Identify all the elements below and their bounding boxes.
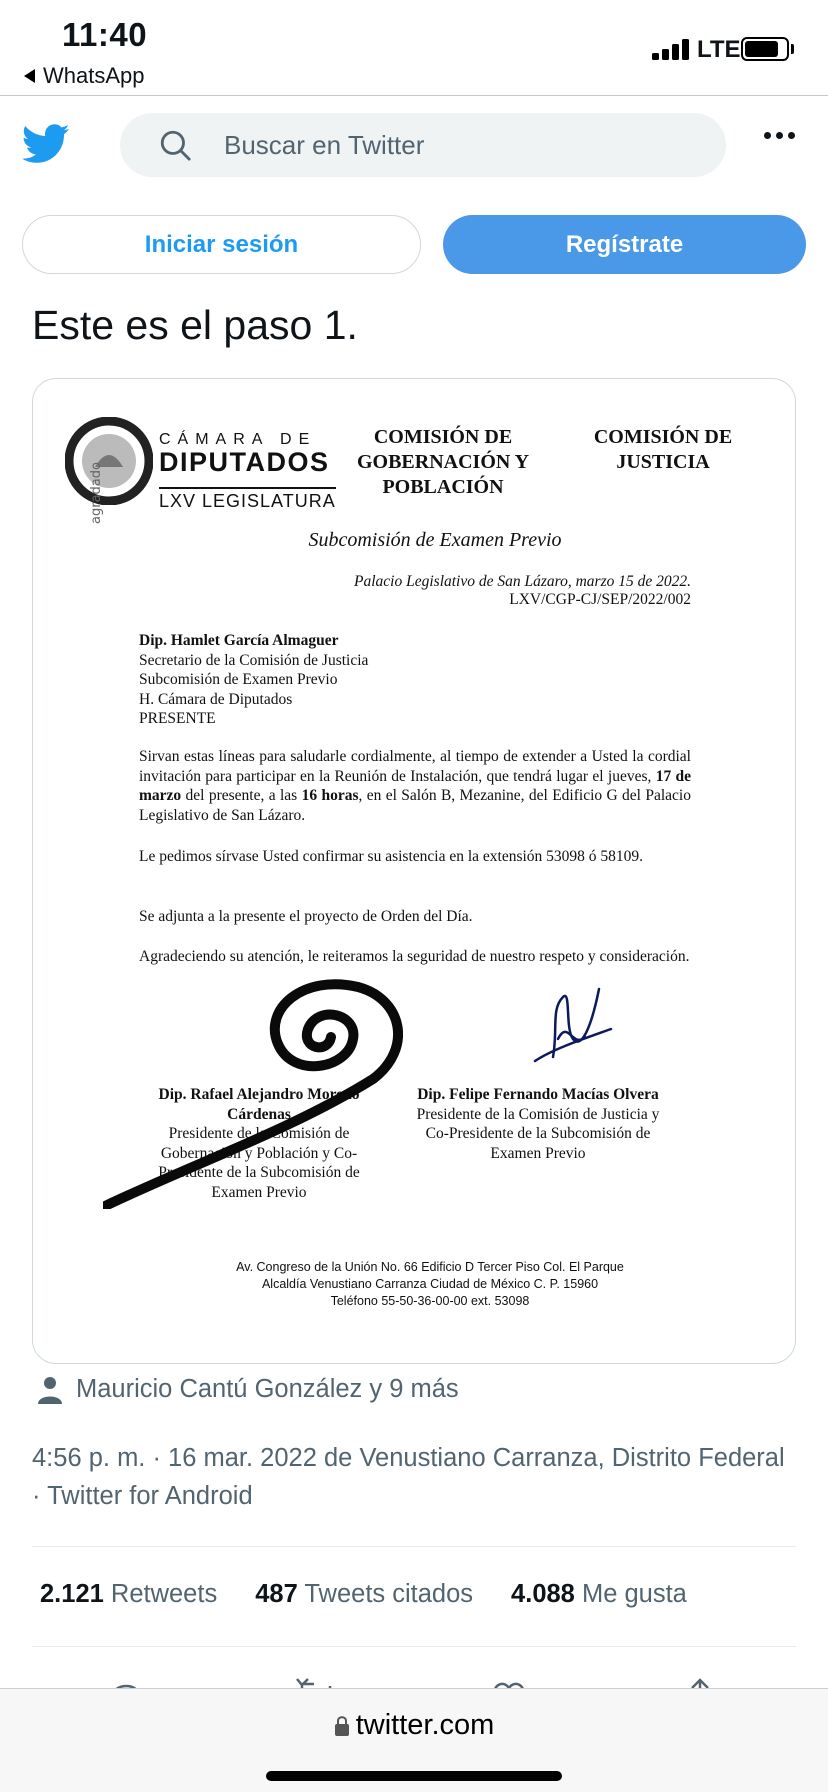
- search-bar[interactable]: [120, 113, 726, 177]
- handwritten-signature: [513, 979, 613, 1069]
- comision-justicia: COMISIÓN DE JUSTICIA: [593, 426, 733, 473]
- signer-name: Dip. Felipe Fernando Macías Olvera: [417, 1086, 659, 1103]
- person-icon: [38, 1376, 62, 1404]
- stat-likes[interactable]: 4.088 Me gusta: [511, 1580, 687, 1608]
- twitter-bird-icon[interactable]: [22, 124, 70, 164]
- footer-line: Av. Congreso de la Unión No. 66 Edificio D Tercer Piso Col. El Parque: [236, 1260, 624, 1274]
- back-triangle-icon: [24, 69, 35, 83]
- like-icon[interactable]: [490, 1676, 528, 1688]
- back-app-label: WhatsApp: [43, 63, 145, 88]
- camara-line1: CÁMARA DE: [159, 431, 317, 448]
- letter-paragraph-1: Sirvan estas líneas para saludarle cordialmente, al tiempo de extender a Usted la cordial invitación para participar en la Reunión de Instalación, que tendrá lugar el jueves, 17 de marzo del presente, a las 16 horas, en el Salón B, Mezanine, del Edificio G del Palacio Legislativo de San Lázaro.: [139, 748, 692, 824]
- subcomision-title: Subcomisión de Examen Previo: [308, 529, 562, 551]
- addressee-block: [139, 631, 368, 729]
- addressee-line: H. Cámara de Diputados: [139, 690, 293, 708]
- footer-line: Teléfono 55-50-36-00-00 ext. 53098: [330, 1294, 530, 1308]
- signal-icon: [652, 38, 692, 60]
- url-text: twitter.com: [355, 1709, 495, 1741]
- signup-button[interactable]: Regístrate: [443, 215, 806, 274]
- handwritten-note: agradado: [89, 462, 104, 524]
- tagged-users-text: Mauricio Cantú González y 9 más: [76, 1375, 459, 1403]
- url-bar[interactable]: [0, 1709, 828, 1742]
- letter-paragraph-2: Le pedimos sírvase Usted confirmar su asistencia en la extensión 53098 ó 58109.: [139, 848, 644, 865]
- battery-icon: [741, 37, 789, 61]
- share-icon[interactable]: [684, 1676, 716, 1688]
- signer-name: Dip. Rafael Alejandro Moreno Cárdenas: [158, 1086, 360, 1123]
- signature-block-right: [413, 1085, 663, 1163]
- addressee-line: Secretario de la Comisión de Justicia: [139, 651, 369, 669]
- letter-paragraph-3: Se adjunta a la presente el proyecto de Orden del Día.: [139, 908, 473, 925]
- camara-line3: LXV LEGISLATURA: [159, 487, 336, 512]
- more-options-icon[interactable]: [764, 132, 795, 139]
- status-time: 11:40: [62, 16, 148, 53]
- browser-bottom-bar: [0, 1688, 828, 1792]
- addressee-line: PRESENTE: [139, 710, 216, 727]
- tweet-text: Este es el paso 1.: [32, 302, 358, 348]
- camara-line2: DIPUTADOS: [159, 447, 330, 477]
- login-button[interactable]: Iniciar sesión: [22, 215, 421, 274]
- stats-divider-top: [32, 1546, 796, 1547]
- comision-gobernacion: COMISIÓN DE GOBERNACIÓN Y POBLACIÓN: [356, 426, 530, 498]
- addressee-name: Dip. Hamlet García Almaguer: [139, 632, 339, 649]
- home-indicator[interactable]: [266, 1771, 562, 1781]
- stat-retweets[interactable]: 2.121 Retweets: [40, 1580, 218, 1608]
- letter-paragraph-4: Agradeciendo su atención, le reiteramos la seguridad de nuestro respeto y consideración.: [139, 948, 690, 965]
- signer-role: Presidente de la Comisión de Justicia y Co-Presidente de la Subcomisión de Examen Previo: [416, 1105, 660, 1162]
- network-label: LTE: [697, 36, 741, 63]
- retweet-icon[interactable]: [296, 1676, 336, 1688]
- tweet-media-image[interactable]: [32, 378, 796, 1364]
- header-divider: [0, 95, 828, 96]
- tagged-users-link[interactable]: [38, 1375, 459, 1404]
- status-bar: [0, 0, 828, 96]
- footer-line: Alcaldía Venustiano Carranza Ciudad de México C. P. 15960: [261, 1277, 599, 1291]
- reference-number: LXV/CGP-CJ/SEP/2022/002: [509, 591, 691, 608]
- stats-divider-bottom: [32, 1646, 796, 1647]
- tweet-meta: 4:56 p. m. · 16 mar. 2022 de Venustiano Carranza, Distrito Federal · Twitter for Android: [32, 1444, 785, 1510]
- addressee-line: Subcomisión de Examen Previo: [139, 671, 338, 688]
- reply-icon[interactable]: [108, 1676, 144, 1688]
- spiral-scribble-signature: [103, 979, 403, 1209]
- place-date: Palacio Legislativo de San Lázaro, marzo 15 de 2022.: [354, 573, 691, 590]
- battery-cap: [791, 44, 794, 54]
- search-input[interactable]: [224, 130, 684, 161]
- camara-seal-logo: [65, 417, 153, 505]
- stat-quote-tweets[interactable]: 487 Tweets citados: [255, 1580, 474, 1608]
- back-to-app-button[interactable]: [24, 63, 145, 89]
- tweet-actions: [0, 1676, 828, 1688]
- scanned-letter: [33, 379, 796, 1364]
- search-icon: [158, 128, 192, 162]
- tweet-stats: [40, 1580, 687, 1609]
- letter-footer: [33, 1259, 796, 1310]
- lock-icon: [334, 1715, 350, 1737]
- signer-role: Presidente de la Comisión de Gobernación y Población y Co-Presidente de la Subcomisión de Examen Previo: [158, 1125, 360, 1201]
